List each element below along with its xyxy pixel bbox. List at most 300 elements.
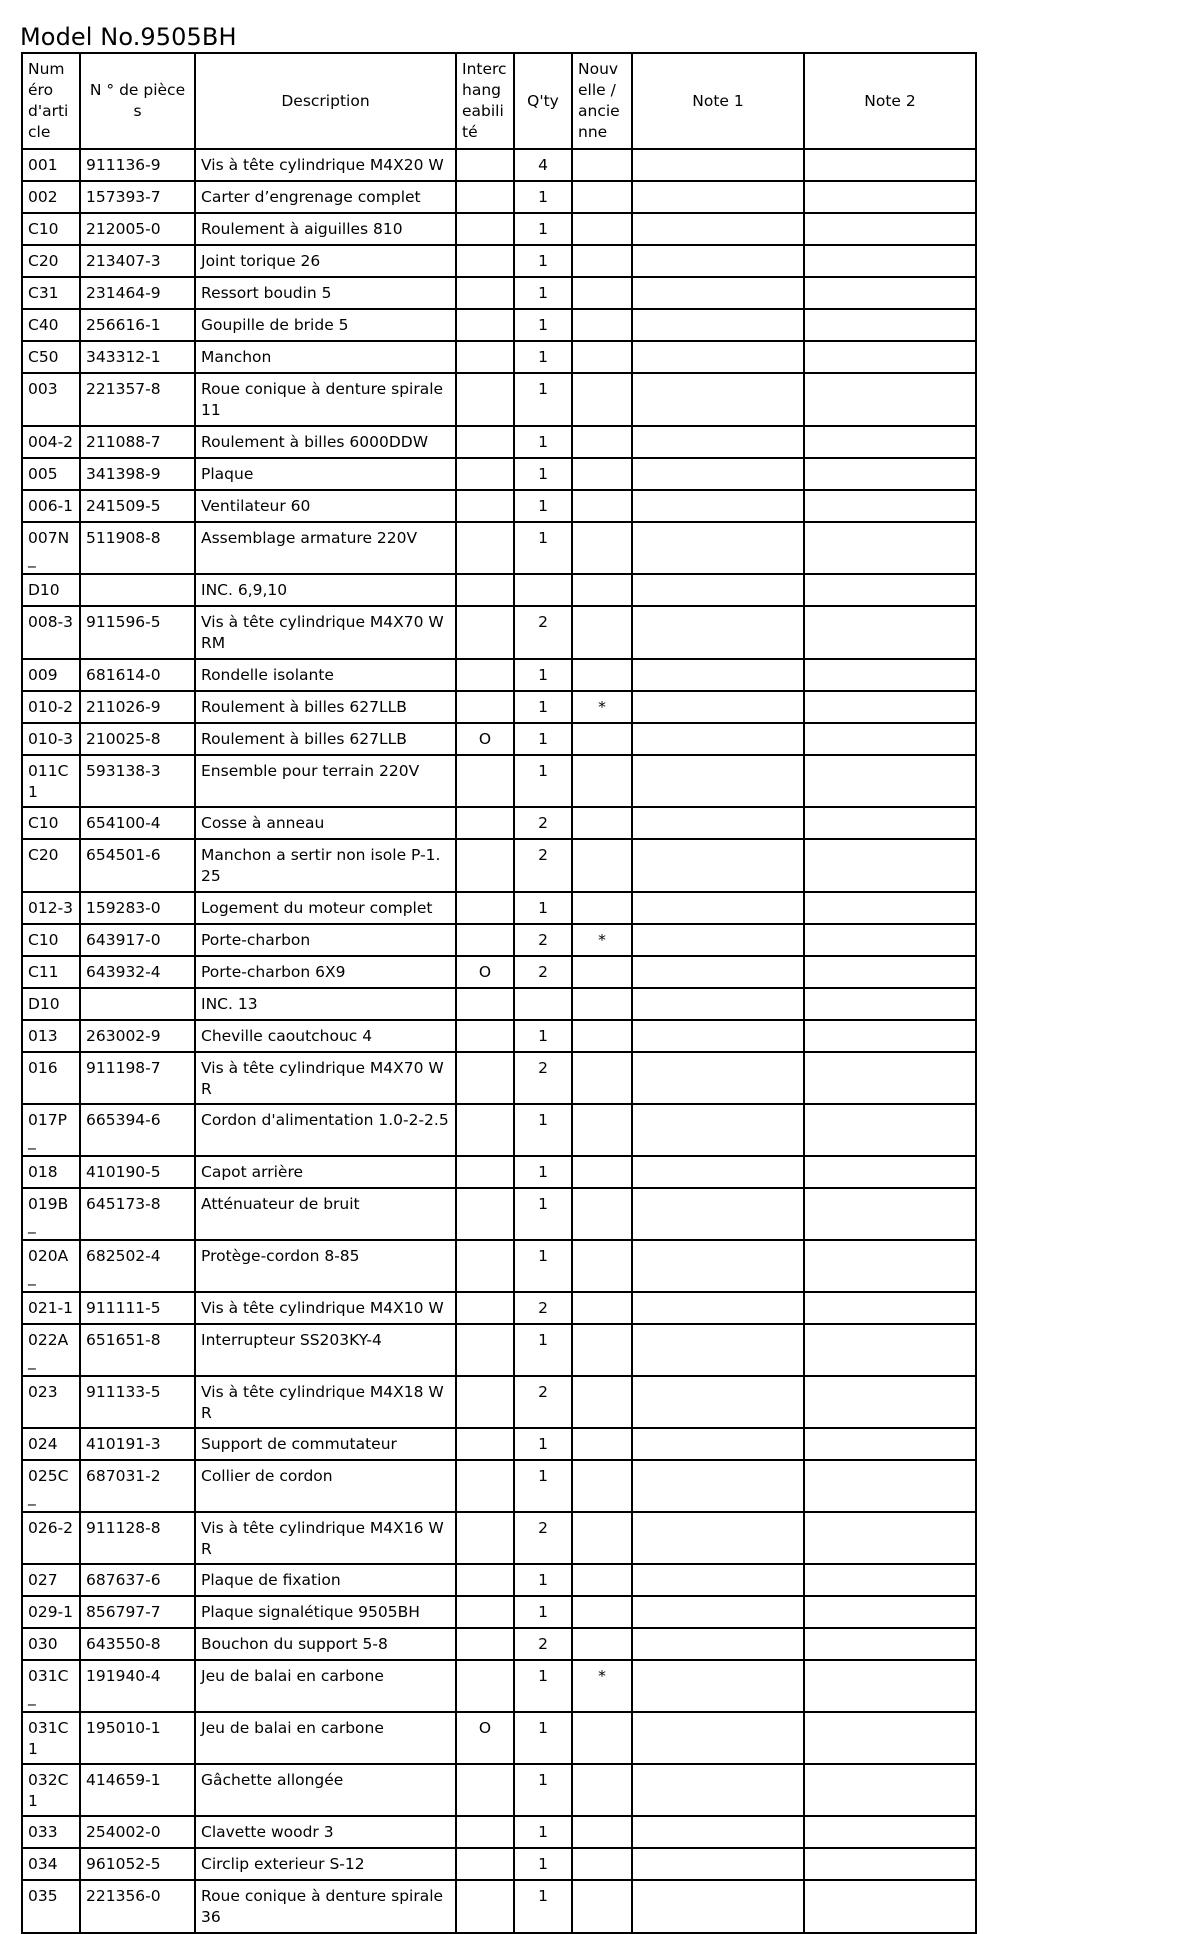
table-row (22, 988, 976, 1020)
cell-description: Roulement à billes 627LLB (195, 723, 456, 755)
cell-new-old (572, 1848, 632, 1880)
cell-new-old (572, 245, 632, 277)
cell-new-old (572, 1712, 632, 1764)
cell-note1 (632, 213, 804, 245)
column-header-qty: Q'ty (514, 53, 572, 149)
cell-note2 (804, 1460, 976, 1512)
table-row (22, 691, 976, 723)
cell-qty: 1 (514, 659, 572, 691)
cell-description: Roulement à billes 627LLB (195, 691, 456, 723)
cell-note2 (804, 1376, 976, 1428)
table-row (22, 309, 976, 341)
cell-note1 (632, 1880, 804, 1933)
cell-note1 (632, 755, 804, 807)
cell-interchangeability (456, 1428, 514, 1460)
cell-note2 (804, 373, 976, 426)
table-row (22, 606, 976, 659)
table-row (22, 1240, 976, 1292)
cell-part-no: 643917-0 (80, 924, 195, 956)
cell-note1 (632, 988, 804, 1020)
cell-qty: 1 (514, 426, 572, 458)
cell-new-old (572, 277, 632, 309)
cell-part-no: 410191-3 (80, 1428, 195, 1460)
cell-qty: 1 (514, 691, 572, 723)
cell-note2 (804, 1156, 976, 1188)
cell-item-no: 007N_ (22, 522, 80, 574)
cell-qty: 1 (514, 1764, 572, 1816)
cell-interchangeability (456, 574, 514, 606)
cell-interchangeability (456, 213, 514, 245)
cell-new-old (572, 1240, 632, 1292)
cell-qty: 1 (514, 1596, 572, 1628)
cell-part-no: 341398-9 (80, 458, 195, 490)
cell-item-no: C11 (22, 956, 80, 988)
cell-part-no (80, 988, 195, 1020)
table-header-row (22, 53, 976, 149)
cell-new-old (572, 1292, 632, 1324)
page-title: Model No.9505BH (20, 23, 237, 51)
cell-item-no: C31 (22, 277, 80, 309)
table-row (22, 1628, 976, 1660)
column-header-item-no: Numéro d'article (22, 53, 80, 149)
cell-new-old (572, 458, 632, 490)
cell-note2 (804, 1628, 976, 1660)
cell-note2 (804, 924, 976, 956)
cell-part-no: 210025-8 (80, 723, 195, 755)
cell-interchangeability (456, 988, 514, 1020)
cell-description: Carter d’engrenage complet (195, 181, 456, 213)
cell-new-old (572, 309, 632, 341)
table-row (22, 1460, 976, 1512)
cell-note2 (804, 213, 976, 245)
cell-interchangeability (456, 1156, 514, 1188)
cell-item-no: 005 (22, 458, 80, 490)
cell-new-old (572, 1564, 632, 1596)
cell-new-old (572, 1428, 632, 1460)
table-row (22, 1428, 976, 1460)
table-row (22, 181, 976, 213)
cell-item-no: 024 (22, 1428, 80, 1460)
cell-note1 (632, 181, 804, 213)
cell-qty: 1 (514, 1240, 572, 1292)
cell-interchangeability (456, 1596, 514, 1628)
table-row (22, 1156, 976, 1188)
table-row (22, 1324, 976, 1376)
cell-interchangeability (456, 245, 514, 277)
cell-note1 (632, 723, 804, 755)
cell-note1 (632, 1712, 804, 1764)
cell-new-old (572, 988, 632, 1020)
cell-new-old (572, 1596, 632, 1628)
cell-part-no: 687637-6 (80, 1564, 195, 1596)
cell-description: Ensemble pour terrain 220V (195, 755, 456, 807)
cell-item-no: 020A_ (22, 1240, 80, 1292)
cell-new-old (572, 956, 632, 988)
cell-note1 (632, 245, 804, 277)
parts-table-body (22, 149, 976, 1933)
cell-interchangeability (456, 1240, 514, 1292)
cell-interchangeability: O (456, 956, 514, 988)
column-header-note1: Note 1 (632, 53, 804, 149)
cell-item-no: 004-2 (22, 426, 80, 458)
cell-new-old (572, 807, 632, 839)
cell-item-no: 009 (22, 659, 80, 691)
cell-note2 (804, 1712, 976, 1764)
cell-new-old (572, 1512, 632, 1564)
cell-interchangeability (456, 1052, 514, 1104)
cell-part-no: 221356-0 (80, 1880, 195, 1933)
cell-note2 (804, 1292, 976, 1324)
cell-description: Jeu de balai en carbone (195, 1712, 456, 1764)
cell-part-no: 665394-6 (80, 1104, 195, 1156)
cell-description: Porte-charbon (195, 924, 456, 956)
cell-qty: 1 (514, 892, 572, 924)
cell-interchangeability (456, 1848, 514, 1880)
cell-new-old (572, 574, 632, 606)
cell-interchangeability (456, 1460, 514, 1512)
cell-qty: 2 (514, 924, 572, 956)
cell-new-old (572, 1156, 632, 1188)
cell-part-no: 212005-0 (80, 213, 195, 245)
cell-note2 (804, 839, 976, 892)
cell-part-no: 645173-8 (80, 1188, 195, 1240)
cell-qty (514, 988, 572, 1020)
cell-note1 (632, 1156, 804, 1188)
cell-interchangeability (456, 1104, 514, 1156)
table-row (22, 522, 976, 574)
cell-description: Rondelle isolante (195, 659, 456, 691)
table-row (22, 1712, 976, 1764)
cell-part-no: 414659-1 (80, 1764, 195, 1816)
cell-description: Vis à tête cylindrique M4X70 WR (195, 1052, 456, 1104)
cell-note1 (632, 373, 804, 426)
cell-note1 (632, 490, 804, 522)
cell-note1 (632, 1848, 804, 1880)
cell-new-old (572, 606, 632, 659)
cell-qty: 1 (514, 1428, 572, 1460)
cell-part-no: 211026-9 (80, 691, 195, 723)
cell-new-old (572, 490, 632, 522)
cell-item-no: 025C_ (22, 1460, 80, 1512)
cell-qty: 2 (514, 956, 572, 988)
table-row (22, 1596, 976, 1628)
cell-qty: 2 (514, 1512, 572, 1564)
cell-note1 (632, 691, 804, 723)
cell-description: Clavette woodr 3 (195, 1816, 456, 1848)
cell-part-no: 856797-7 (80, 1596, 195, 1628)
cell-note2 (804, 1596, 976, 1628)
cell-interchangeability (456, 277, 514, 309)
cell-interchangeability: O (456, 723, 514, 755)
cell-qty: 1 (514, 1660, 572, 1712)
cell-item-no: 030 (22, 1628, 80, 1660)
cell-description: Cordon d'alimentation 1.0-2-2.5 (195, 1104, 456, 1156)
cell-note1 (632, 522, 804, 574)
column-header-interchangeability: Interchangeabilité (456, 53, 514, 149)
cell-item-no: 029-1 (22, 1596, 80, 1628)
cell-interchangeability (456, 1512, 514, 1564)
cell-description: Support de commutateur (195, 1428, 456, 1460)
cell-description: Bouchon du support 5-8 (195, 1628, 456, 1660)
cell-item-no: 013 (22, 1020, 80, 1052)
cell-note2 (804, 1020, 976, 1052)
column-header-part-no: N ° de pièces (80, 53, 195, 149)
cell-interchangeability (456, 522, 514, 574)
cell-interchangeability (456, 1628, 514, 1660)
cell-interchangeability (456, 426, 514, 458)
cell-qty: 2 (514, 1052, 572, 1104)
cell-note1 (632, 1628, 804, 1660)
cell-description: Porte-charbon 6X9 (195, 956, 456, 988)
cell-part-no: 654100-4 (80, 807, 195, 839)
cell-item-no: 011C1 (22, 755, 80, 807)
table-row (22, 213, 976, 245)
cell-interchangeability (456, 309, 514, 341)
table-row (22, 341, 976, 373)
cell-note1 (632, 426, 804, 458)
cell-note2 (804, 755, 976, 807)
cell-note1 (632, 1052, 804, 1104)
cell-note1 (632, 149, 804, 181)
cell-qty: 1 (514, 245, 572, 277)
cell-item-no: 002 (22, 181, 80, 213)
cell-qty: 1 (514, 1188, 572, 1240)
cell-new-old: * (572, 924, 632, 956)
cell-note1 (632, 1596, 804, 1628)
cell-interchangeability (456, 1292, 514, 1324)
cell-description: Capot arrière (195, 1156, 456, 1188)
cell-description: Plaque (195, 458, 456, 490)
cell-item-no: 017P_ (22, 1104, 80, 1156)
cell-part-no: 911596-5 (80, 606, 195, 659)
cell-description: Logement du moteur complet (195, 892, 456, 924)
cell-description: Collier de cordon (195, 1460, 456, 1512)
cell-description: Circlip exterieur S-12 (195, 1848, 456, 1880)
cell-note2 (804, 1512, 976, 1564)
cell-interchangeability (456, 659, 514, 691)
cell-qty: 1 (514, 1848, 572, 1880)
cell-new-old (572, 1816, 632, 1848)
cell-part-no: 961052-5 (80, 1848, 195, 1880)
cell-item-no: 027 (22, 1564, 80, 1596)
cell-new-old (572, 839, 632, 892)
cell-description: Roulement à aiguilles 810 (195, 213, 456, 245)
cell-item-no: 012-3 (22, 892, 80, 924)
cell-item-no: D10 (22, 988, 80, 1020)
table-row (22, 892, 976, 924)
cell-note2 (804, 1324, 976, 1376)
cell-interchangeability (456, 149, 514, 181)
cell-note1 (632, 309, 804, 341)
cell-part-no: 682502-4 (80, 1240, 195, 1292)
cell-note2 (804, 1188, 976, 1240)
table-row (22, 1660, 976, 1712)
table-row (22, 755, 976, 807)
cell-note2 (804, 458, 976, 490)
cell-part-no: 191940-4 (80, 1660, 195, 1712)
cell-part-no: 651651-8 (80, 1324, 195, 1376)
cell-description: Roue conique à denture spirale 36 (195, 1880, 456, 1933)
cell-new-old (572, 1188, 632, 1240)
cell-new-old: * (572, 691, 632, 723)
cell-item-no: 032C1 (22, 1764, 80, 1816)
cell-part-no: 643550-8 (80, 1628, 195, 1660)
cell-note1 (632, 458, 804, 490)
cell-interchangeability (456, 1880, 514, 1933)
cell-new-old (572, 1104, 632, 1156)
cell-note2 (804, 277, 976, 309)
cell-item-no: 031C_ (22, 1660, 80, 1712)
cell-note1 (632, 659, 804, 691)
cell-note1 (632, 892, 804, 924)
cell-part-no: 221357-8 (80, 373, 195, 426)
table-row (22, 924, 976, 956)
table-row (22, 490, 976, 522)
cell-qty: 2 (514, 839, 572, 892)
cell-item-no: 018 (22, 1156, 80, 1188)
cell-note1 (632, 1292, 804, 1324)
cell-note1 (632, 1188, 804, 1240)
cell-note2 (804, 606, 976, 659)
cell-note2 (804, 988, 976, 1020)
cell-item-no: 006-1 (22, 490, 80, 522)
cell-qty: 2 (514, 1628, 572, 1660)
table-row (22, 659, 976, 691)
cell-description: Roue conique à denture spirale 11 (195, 373, 456, 426)
cell-description: Assemblage armature 220V (195, 522, 456, 574)
cell-qty: 1 (514, 181, 572, 213)
cell-item-no: 023 (22, 1376, 80, 1428)
table-row (22, 1376, 976, 1428)
table-row (22, 1764, 976, 1816)
cell-part-no: 157393-7 (80, 181, 195, 213)
cell-new-old (572, 723, 632, 755)
cell-note2 (804, 1104, 976, 1156)
cell-description: INC. 6,9,10 (195, 574, 456, 606)
cell-note2 (804, 1764, 976, 1816)
cell-part-no: 211088-7 (80, 426, 195, 458)
cell-interchangeability (456, 1376, 514, 1428)
cell-interchangeability (456, 458, 514, 490)
cell-note1 (632, 1564, 804, 1596)
table-row (22, 1564, 976, 1596)
cell-note1 (632, 574, 804, 606)
cell-item-no: 021-1 (22, 1292, 80, 1324)
cell-note2 (804, 956, 976, 988)
cell-item-no: 026-2 (22, 1512, 80, 1564)
cell-note2 (804, 181, 976, 213)
cell-qty: 1 (514, 1104, 572, 1156)
table-row (22, 956, 976, 988)
cell-note1 (632, 1324, 804, 1376)
cell-qty: 1 (514, 373, 572, 426)
cell-qty: 2 (514, 1292, 572, 1324)
cell-note2 (804, 149, 976, 181)
cell-new-old (572, 373, 632, 426)
cell-part-no: 241509-5 (80, 490, 195, 522)
cell-part-no: 911198-7 (80, 1052, 195, 1104)
cell-interchangeability (456, 924, 514, 956)
cell-item-no: C50 (22, 341, 80, 373)
cell-interchangeability (456, 1324, 514, 1376)
parts-table (21, 52, 977, 1934)
cell-part-no: 213407-3 (80, 245, 195, 277)
cell-interchangeability (456, 755, 514, 807)
cell-item-no: 034 (22, 1848, 80, 1880)
cell-part-no: 687031-2 (80, 1460, 195, 1512)
cell-qty: 1 (514, 490, 572, 522)
cell-new-old (572, 1324, 632, 1376)
cell-note2 (804, 1240, 976, 1292)
cell-description: Roulement à billes 6000DDW (195, 426, 456, 458)
cell-item-no: C40 (22, 309, 80, 341)
cell-new-old (572, 213, 632, 245)
cell-note1 (632, 1020, 804, 1052)
cell-new-old (572, 522, 632, 574)
cell-description: Plaque signalétique 9505BH (195, 1596, 456, 1628)
cell-qty (514, 574, 572, 606)
cell-description: Cheville caoutchouc 4 (195, 1020, 456, 1052)
table-row (22, 807, 976, 839)
cell-new-old (572, 1628, 632, 1660)
cell-interchangeability (456, 1816, 514, 1848)
cell-part-no: 593138-3 (80, 755, 195, 807)
cell-note1 (632, 1512, 804, 1564)
cell-part-no: 911111-5 (80, 1292, 195, 1324)
cell-note1 (632, 924, 804, 956)
cell-item-no: 016 (22, 1052, 80, 1104)
table-row (22, 1020, 976, 1052)
cell-description: Vis à tête cylindrique M4X20 W (195, 149, 456, 181)
cell-item-no: 035 (22, 1880, 80, 1933)
cell-description: Ventilateur 60 (195, 490, 456, 522)
cell-note1 (632, 341, 804, 373)
cell-note2 (804, 1816, 976, 1848)
cell-interchangeability (456, 1764, 514, 1816)
cell-item-no: 031C1 (22, 1712, 80, 1764)
cell-item-no: 033 (22, 1816, 80, 1848)
cell-note2 (804, 1880, 976, 1933)
cell-item-no: 010-2 (22, 691, 80, 723)
cell-description: Cosse à anneau (195, 807, 456, 839)
cell-interchangeability (456, 606, 514, 659)
cell-description: Manchon (195, 341, 456, 373)
table-row (22, 1188, 976, 1240)
cell-new-old (572, 1764, 632, 1816)
cell-new-old (572, 149, 632, 181)
cell-qty: 1 (514, 1816, 572, 1848)
table-row (22, 1052, 976, 1104)
table-row (22, 723, 976, 755)
cell-part-no: 254002-0 (80, 1816, 195, 1848)
table-row (22, 1816, 976, 1848)
cell-new-old (572, 892, 632, 924)
cell-item-no: 010-3 (22, 723, 80, 755)
cell-item-no: C10 (22, 807, 80, 839)
cell-interchangeability (456, 373, 514, 426)
cell-note1 (632, 1660, 804, 1712)
cell-note1 (632, 956, 804, 988)
cell-qty: 2 (514, 606, 572, 659)
cell-note2 (804, 659, 976, 691)
cell-interchangeability (456, 691, 514, 723)
table-row (22, 839, 976, 892)
cell-description: Atténuateur de bruit (195, 1188, 456, 1240)
cell-new-old (572, 1020, 632, 1052)
cell-qty: 2 (514, 1376, 572, 1428)
cell-new-old (572, 1460, 632, 1512)
cell-part-no: 343312-1 (80, 341, 195, 373)
